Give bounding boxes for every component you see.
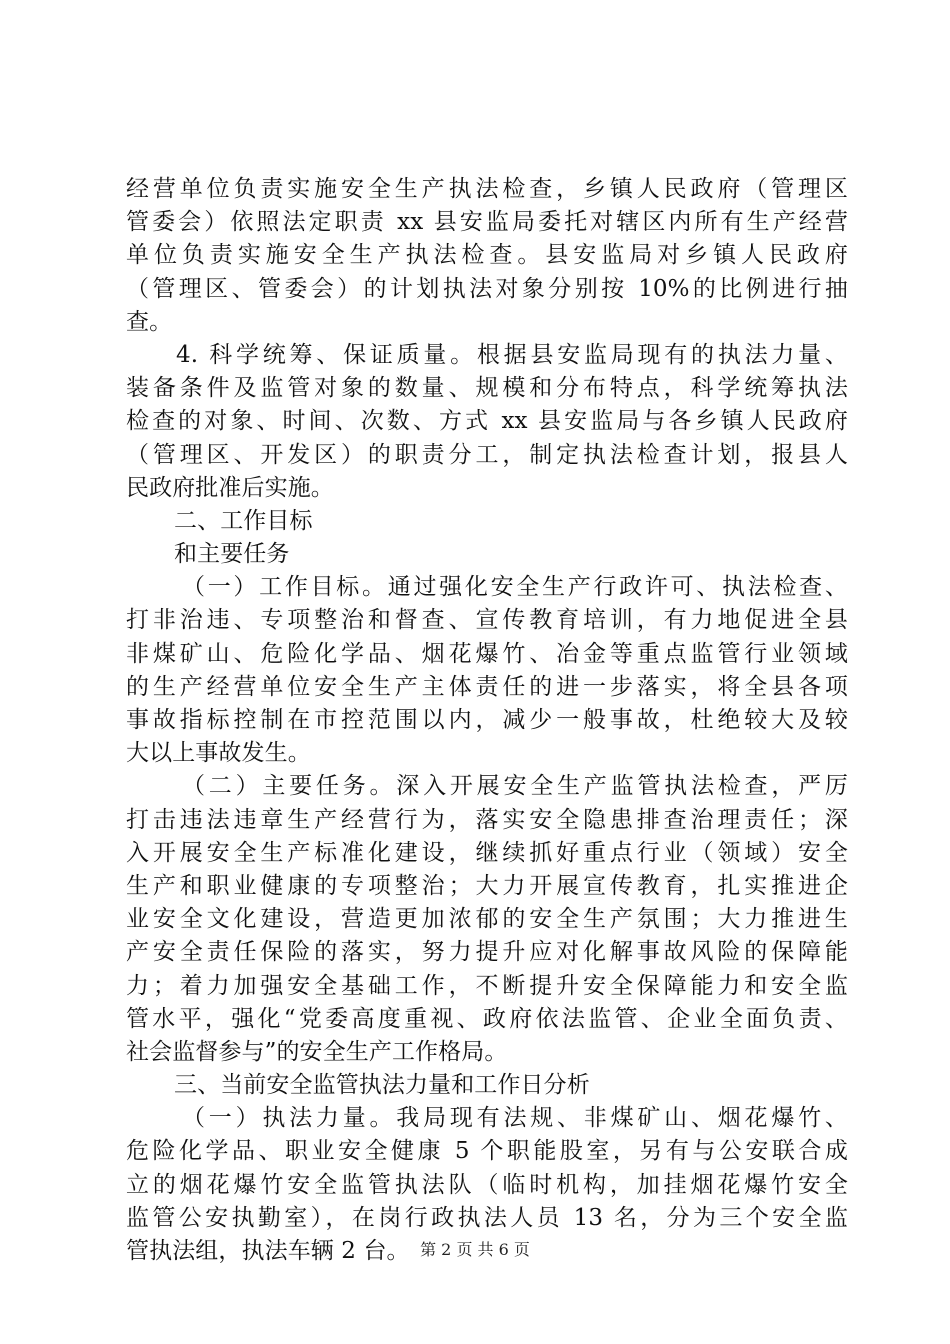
text-line: 社会监督参与”的安全生产工作格局。 <box>126 1038 508 1065</box>
text-line: 危险化学品、职业安全健康 5 个职能股室，另有与公安联合成 <box>126 1138 848 1165</box>
text-line: 查。 <box>126 308 173 335</box>
text-line: 大以上事故发生。 <box>126 740 311 767</box>
text-line: 经营单位负责实施安全生产执法检查，乡镇人民政府（管理区 <box>126 176 848 202</box>
text-line: 打击违法违章生产经营行为，落实安全隐患排查治理责任；深 <box>126 806 848 833</box>
text-line: 单位负责实施安全生产执法检查。县安监局对乡镇人民政府 <box>126 242 848 269</box>
paragraph-first-line: （一）执法力量。我局现有法规、非煤矿山、烟花爆竹、 <box>182 1105 848 1132</box>
text-line: 生产和职业健康的专项整治；大力开展宣传教育，扎实推进企 <box>126 872 848 899</box>
text-line: 管执法组，执法车辆 2 台。 <box>126 1238 410 1264</box>
text-line: 管委会）依照法定职责 xx 县安监局委托对辖区内所有生产经营 <box>126 209 848 236</box>
text-line: 管水平，强化“党委高度重视、政府依法监管、企业全面负责、 <box>126 1005 848 1032</box>
text-line: 民政府批准后实施。 <box>126 474 334 501</box>
text-line: 非煤矿山、危险化学品、烟花爆竹、冶金等重点监管行业领域 <box>126 640 848 667</box>
text-line: 的生产经营单位安全生产主体责任的进一步落实，将全县各项 <box>126 673 848 700</box>
text-line: （管理区、开发区）的职责分工，制定执法检查计划，报县人 <box>126 441 848 468</box>
section-heading-continued: 和主要任务 <box>174 541 290 568</box>
paragraph-first-line: 4. 科学统筹、保证质量。根据县安监局现有的执法力量、 <box>176 341 848 368</box>
text-line: 立的烟花爆竹安全监管执法队（临时机构，加挂烟花爆竹安全 <box>126 1171 848 1198</box>
text-line: 检查的对象、时间、次数、方式 xx 县安监局与各乡镇人民政府 <box>126 408 848 435</box>
text-line: 产安全责任保险的落实，努力提升应对化解事故风险的保障能 <box>126 939 848 966</box>
page-number-footer: 第 2 页 共 6 页 <box>420 1240 530 1259</box>
paragraph-first-line: （一）工作目标。通过强化安全生产行政许可、执法检查、 <box>182 574 848 601</box>
text-line: 业安全文化建设，营造更加浓郁的安全生产氛围；大力推进生 <box>126 906 848 933</box>
text-line: 事故指标控制在市控范围以内，减少一般事故，杜绝较大及较 <box>126 707 848 733</box>
text-line: （管理区、管委会）的计划执法对象分别按 10%的比例进行抽 <box>126 275 848 302</box>
section-heading: 二、工作目标 <box>174 507 313 534</box>
text-line: 入开展安全生产标准化建设，继续抓好重点行业（领域）安全 <box>126 839 848 866</box>
text-line: 力；着力加强安全基础工作，不断提升安全保障能力和安全监 <box>126 972 848 999</box>
text-line: 装备条件及监管对象的数量、规模和分布特点，科学统筹执法 <box>126 375 848 402</box>
text-line: 打非治违、专项整治和督查、宣传教育培训，有力地促进全县 <box>126 607 848 634</box>
text-line: 监管公安执勤室），在岗行政执法人员 13 名，分为三个安全监 <box>126 1204 848 1231</box>
paragraph-first-line: （二）主要任务。深入开展安全生产监管执法检查，严厉 <box>182 773 848 800</box>
section-heading: 三、当前安全监管执法力量和工作日分析 <box>174 1072 590 1099</box>
document-body <box>126 173 848 1268</box>
